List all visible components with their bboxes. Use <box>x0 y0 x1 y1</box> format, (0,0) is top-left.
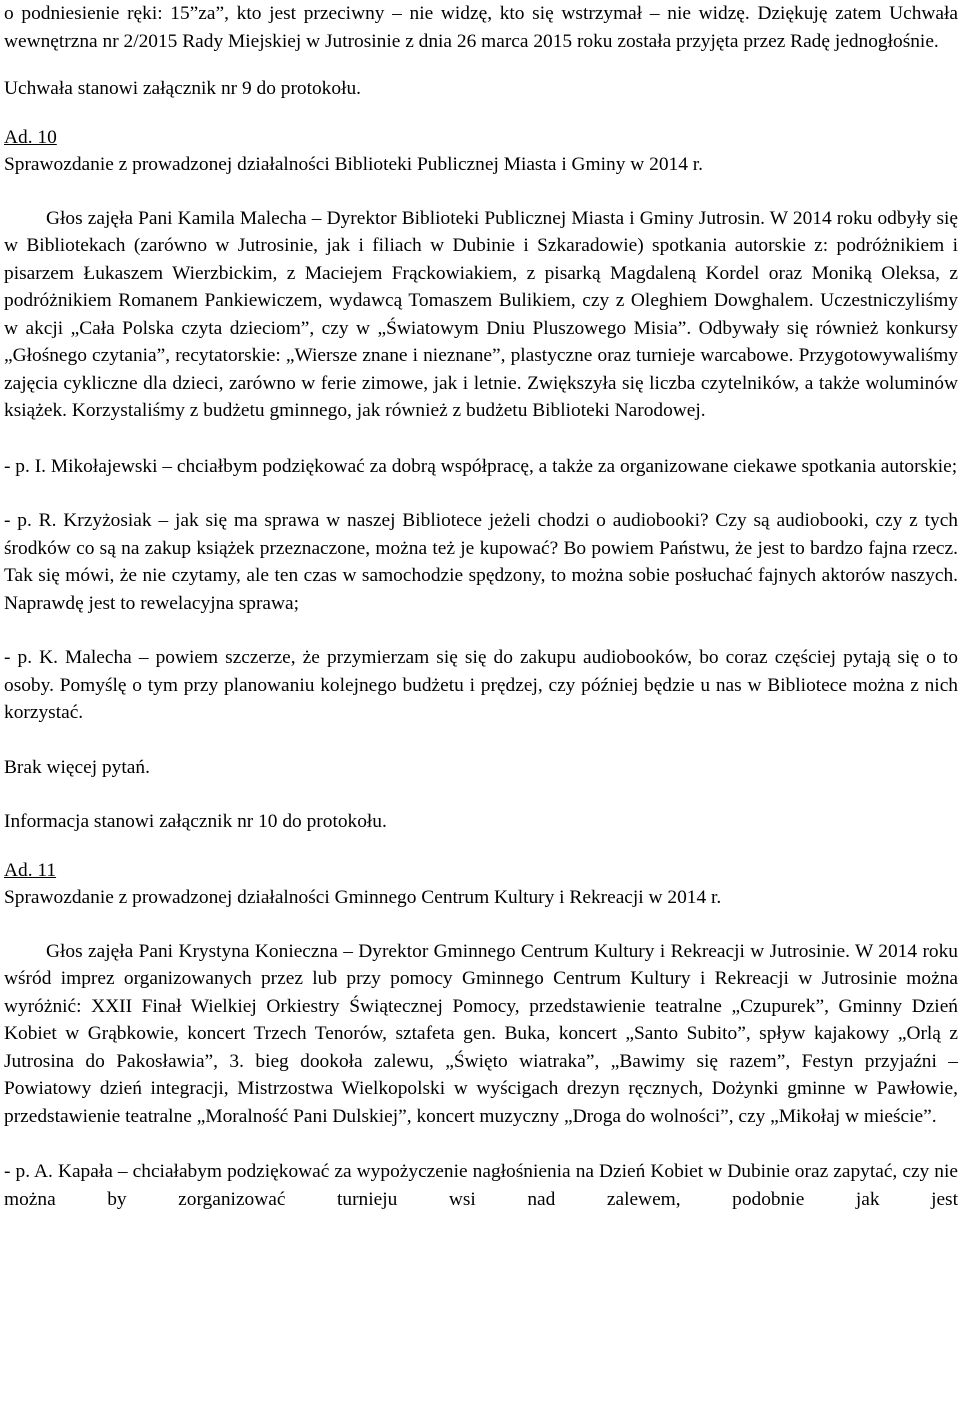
agenda-item-10-title: Sprawozdanie z prowadzonej działalności Biblioteki Publicznej Miasta i Gminy w 2014 r. <box>4 154 703 175</box>
agenda-item-11-label <box>4 857 958 885</box>
paragraph-no-questions: Brak więcej pytań. <box>4 756 150 778</box>
paragraph-vote-result: o podniesienie ręki: 15”za”, kto jest przeciwny – nie widzę, kto się wstrzymał – nie widzę. Dziękuję zatem Uchwała wewnętrzna nr 2/2015 Rady Miejskiej w Jutrosinie z dnia 26 marca 2015 roku została przyjęta przez Radę jednogłośnie. <box>4 3 958 52</box>
paragraph-attachment-10: Informacja stanowi załącznik nr 10 do protokołu. <box>4 811 387 832</box>
paragraph-malecha: - p. K. Malecha – powiem szczerze, że przymierzam się się do zakupu audiobooków, bo coraz częściej pytają się o to osoby. Pomyślę o tym przy planowaniu kolejnego budżetu i prędzej, czy później będzie u nas w Bibliotece można z nich korzystać. <box>4 647 958 723</box>
agenda-item-10-label <box>4 124 958 152</box>
paragraph-culture-center-report: Głos zajęła Pani Krystyna Konieczna – Dyrektor Gminnego Centrum Kultury i Rekreacji w Jutrosinie. W 2014 roku wśród imprez organizowanych przez lub przy pomocy Gminnego Centrum Kultury i Rekreacji w Jutrosinie można wyróżnić: XXII Finał Wielkiej Orkiestry Świątecznej Pomocy, przedstawienie teatralne „Czupurek”, Gminny Dzień Kobiet w Grąbkowie, koncert Trzech Tenorów, sztafeta gen. Buka, koncert „Santo Subito”, spływ kajakowy „Orlą z Jutrosina do Pakosławia”, 3. bieg dookoła zalewu, „Święto wiatraka”, „Bawimy się razem”, Festyn przyjaźni – Powiatowy dzień integracji, Mistrzostwa Wielkopolski w wyścigach drezyn ręcznych, Dożynki gminne w Pawłowie, przedstawienie teatralne „Moralność Pani Dulskiej”, koncert muzyczny „Droga do wolności”, czy „Mikołaj w mieście”. <box>4 940 958 1127</box>
agenda-item-11-title: Sprawozdanie z prowadzonej działalności Gminnego Centrum Kultury i Rekreacji w 2014 r. <box>4 887 722 908</box>
agenda-item-10-label-text: Ad. 10 <box>4 126 57 148</box>
paragraph-mikolajewski: - p. I. Mikołajewski – chciałbym podziękować za dobrą współpracę, a także za organizowane ciekawe spotkania autorskie; <box>4 455 958 477</box>
agenda-item-11-label-text: Ad. 11 <box>4 859 57 881</box>
paragraph-library-report: Głos zajęła Pani Kamila Malecha – Dyrektor Biblioteki Publicznej Miasta i Gminy Jutrosin. W 2014 roku odbyły się w Bibliotekach (zarówno w Jutrosinie, jak i filiach w Dubinie i Szkaradowie) spotkania autorskie z: podróżnikiem i pisarzem Łukaszem Wierzbickim, z Maciejem Frąckowiakiem, z pisarką Magdaleną Kordel oraz Moniką Oleksa, z podróżnikiem Romanem Pankiewiczem, wydawcą Tomaszem Bulikiem, czy z Oleghiem Dowghalem. Uczestniczyliśmy w akcji „Cała Polska czyta dzieciom”, czy w „Światowym Dniu Pluszowego Misia”. Odbywały się również konkursy „Głośnego czytania”, recytatorskie: „Wiersze znane i nieznane”, plastyczne oraz turnieje warcabowe. Przygotowywaliśmy zajęcia cykliczne dla dzieci, zarówno w ferie zimowe, jak i letnie. Zwiększyła się liczba czytelników, a także woluminów książek. Korzystaliśmy z budżetu gminnego, jak również z budżetu Biblioteki Narodowej. <box>4 207 958 421</box>
paragraph-attachment-9: Uchwała stanowi załącznik nr 9 do protokołu. <box>4 78 362 99</box>
paragraph-krzyzosiak: - p. R. Krzyżosiak – jak się ma sprawa w naszej Bibliotece jeżeli chodzi o audiobooki? Czy są audiobooki, czy z tych środków co są na zakup książek przeznaczone, można też je kupować? Bo powiem Państwu, że jest to bardzo fajna rzecz. Tak się mówi, że nie czytamy, ale ten czas w samochodzie spędzony, to można sobie posłuchać fajnych aktorów naszych. Naprawdę jest to rewelacyjna sprawa; <box>4 510 958 614</box>
paragraph-kapala: - p. A. Kapała – chciałabym podziękować za wypożyczenie nagłośnienia na Dzień Kobiet w Dubinie oraz zapytać, czy nie można by zorganizować turnieju wsi nad zalewem, podobnie jak jest <box>4 1161 958 1210</box>
